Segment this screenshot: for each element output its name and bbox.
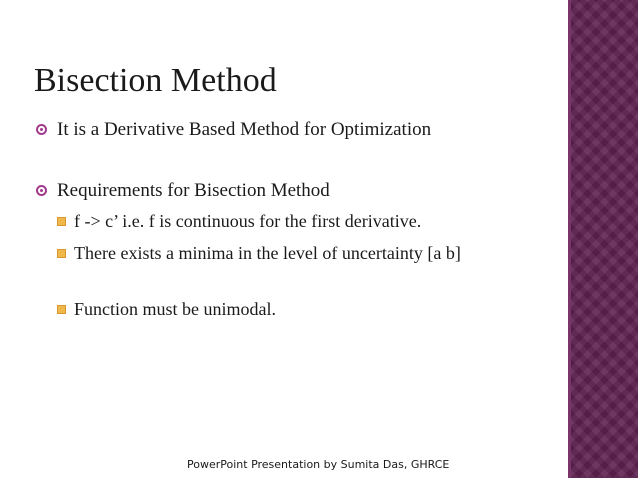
sub-bullet-text: f -> c’ i.e. f is continuous for the first derivative. — [74, 211, 422, 231]
square-bullet-icon — [57, 305, 66, 314]
square-bullet-icon — [57, 249, 66, 258]
decorative-side-band — [568, 0, 638, 478]
square-bullet-icon — [57, 217, 66, 226]
slide-footer: PowerPoint Presentation by Sumita Das, GHRCE — [187, 458, 450, 471]
circle-bullet-icon — [36, 124, 47, 135]
sub-bullet-text: Function must be unimodal. — [74, 299, 276, 319]
bullet-text: Requirements for Bisection Method — [57, 180, 330, 201]
sub-bullet-unimodal — [57, 297, 527, 322]
slide-title: Bisection Method — [34, 62, 277, 99]
sub-bullet-continuity — [57, 209, 527, 234]
circle-bullet-icon — [36, 185, 47, 196]
bullet-text: It is a Derivative Based Method for Optimization — [57, 119, 432, 140]
sub-bullet-minima — [57, 241, 507, 266]
sub-bullet-text: There exists a minima in the level of uncertainty [a b] — [74, 243, 461, 263]
